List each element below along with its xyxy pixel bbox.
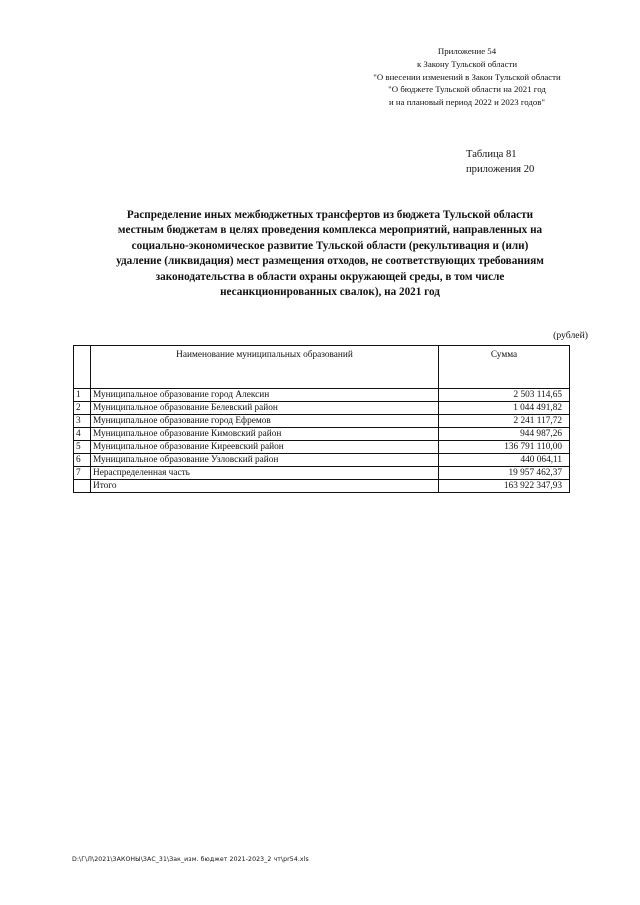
municipality-name: Муниципальное образование город Алексин (91, 389, 439, 402)
table-row (74, 467, 570, 480)
table-row (74, 441, 570, 454)
title-line: законодательства в области охраны окружающей среды, в том числе (155, 270, 505, 283)
table-reference (466, 147, 534, 178)
title-line: социально-экономическое развитие Тульской области (рекультивация и (или) (131, 239, 529, 252)
amount-value: 19 957 462,37 (439, 467, 570, 480)
document-title (88, 208, 572, 301)
title-line: местным бюджетам в целях проведения комплекса мероприятий, направленных на (117, 224, 543, 237)
row-number: 1 (74, 389, 91, 402)
appendix-line: "О бюджете Тульской области на 2021 год (388, 84, 546, 95)
appendix-line: Приложение 54 (437, 46, 497, 56)
total-row (74, 480, 570, 493)
amount-value: 2 241 117,72 (439, 415, 570, 428)
amount-value: 944 987,26 (439, 428, 570, 441)
distribution-table (73, 345, 570, 493)
appendix-header (342, 45, 592, 109)
file-path-footer: D:\Г\Л\2021\ЗАКОНЫ\ЗАС_31\Зак_изм. бюджет 2021-2023_2 чт\pr54.xls (72, 856, 309, 863)
municipality-name: Муниципальное образование Белевский район (91, 402, 439, 415)
amount-value: 2 503 114,65 (439, 389, 570, 402)
amount-value: 440 064,11 (439, 454, 570, 467)
table-row (74, 428, 570, 441)
row-number: 4 (74, 428, 91, 441)
amount-value: 1 044 491,82 (439, 402, 570, 415)
municipality-name: Муниципальное образование Киреевский район (91, 441, 439, 454)
table-number: Таблица 81 (466, 149, 517, 160)
municipality-column-header: Наименование муниципальных образований (91, 346, 439, 389)
table-row (74, 402, 570, 415)
distribution-table-wrapper (73, 345, 569, 493)
total-amount: 163 922 347,93 (439, 480, 570, 493)
title-line: несанкционированных свалок), на 2021 год (220, 286, 440, 299)
table-row (74, 415, 570, 428)
unallocated-part-label: Нераспределенная часть (91, 467, 439, 480)
title-line: Распределение иных межбюджетных трансфертов из бюджета Тульской области (126, 209, 534, 221)
number-column-header (74, 346, 91, 389)
total-label: Итого (91, 480, 439, 493)
row-number: 5 (74, 441, 91, 454)
municipality-name: Муниципальное образование город Ефремов (91, 415, 439, 428)
municipality-name: Муниципальное образование Узловский район (91, 454, 439, 467)
row-number: 7 (74, 467, 91, 480)
appendix-line: "О внесении изменений в Закон Тульской области (373, 71, 561, 82)
table-row (74, 389, 570, 402)
amount-value: 136 791 110,00 (439, 441, 570, 454)
table-row (74, 454, 570, 467)
table-header-row (74, 346, 570, 389)
row-number: 3 (74, 415, 91, 428)
sum-column-header: Сумма (439, 346, 570, 389)
units-label: (рублей) (553, 330, 588, 341)
municipality-name: Муниципальное образование Кимовский район (91, 428, 439, 441)
appendix-line: к Закону Тульской области (416, 58, 518, 69)
appendix-line: и на плановый период 2022 и 2023 годов" (389, 97, 545, 107)
total-row-number (74, 480, 91, 493)
title-line: удаление (ликвидация) мест размещения отходов, не соответствующих требованиям (116, 255, 544, 268)
row-number: 6 (74, 454, 91, 467)
appendix-reference: приложения 20 (466, 164, 535, 176)
row-number: 2 (74, 402, 91, 415)
